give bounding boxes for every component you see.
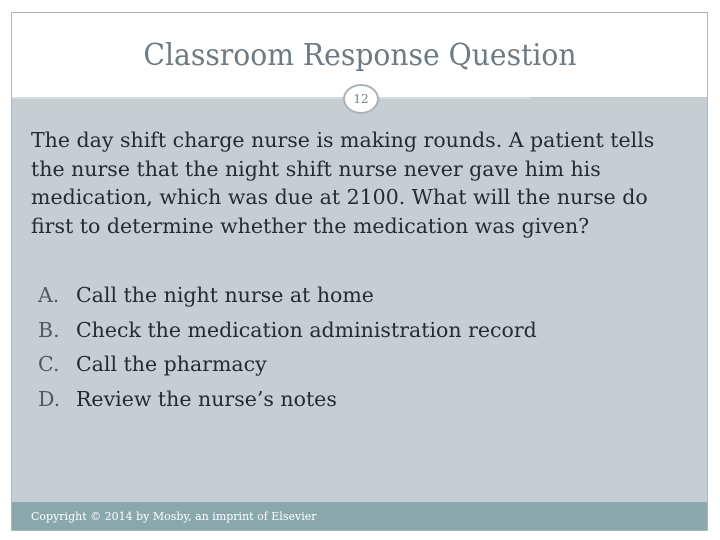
option-b[interactable] <box>38 318 678 353</box>
option-letter: A. <box>38 283 60 307</box>
page-number-badge: 12 <box>343 84 379 114</box>
option-text: Call the night nurse at home <box>76 283 374 307</box>
title-divider-left <box>12 97 342 99</box>
option-letter: B. <box>38 317 60 342</box>
slide-title: Classroom Response Question <box>143 38 577 73</box>
option-text: Review the nurse’s notes <box>76 386 337 411</box>
title-divider-right <box>380 97 530 99</box>
copyright-text: Copyright © 2014 by Mosby, an imprint of Elsevier <box>31 510 317 523</box>
option-letter: C. <box>38 352 60 376</box>
option-d[interactable] <box>38 387 678 422</box>
option-letter: D. <box>38 386 61 411</box>
question-text: The day shift charge nurse is making rounds. A patient tells the nurse that the night shift nurse never gave him his medication, which was due at 2100. What will the nurse do first to determine whether the medication was given? <box>31 128 655 238</box>
option-text: Call the pharmacy <box>76 352 267 376</box>
answer-options <box>38 283 678 421</box>
option-a[interactable] <box>38 283 678 318</box>
option-c[interactable] <box>38 352 678 387</box>
option-text: Check the medication administration record <box>76 317 537 342</box>
